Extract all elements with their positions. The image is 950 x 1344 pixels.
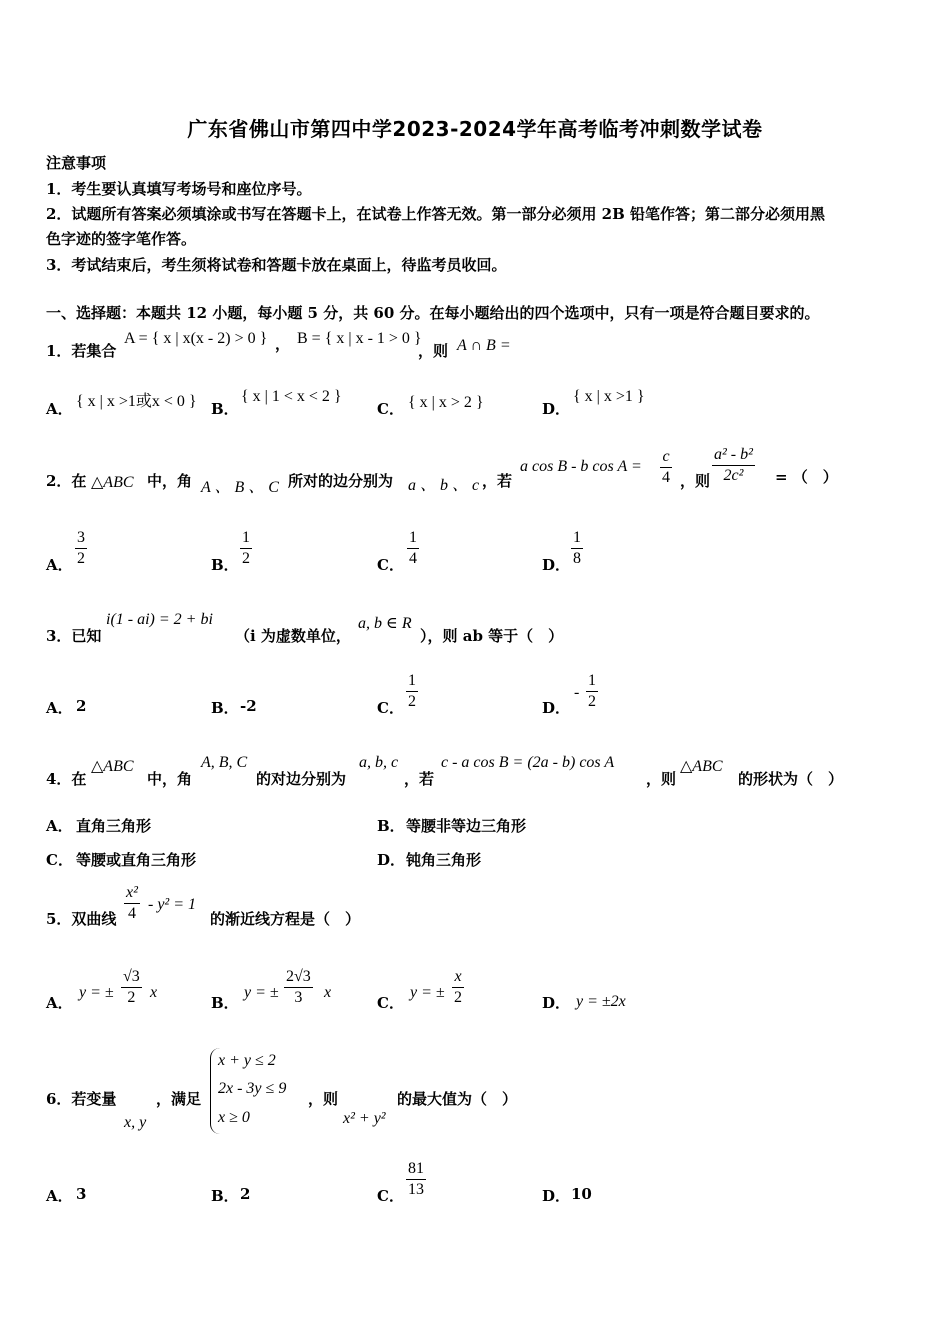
q1-expr: A ∩ B = <box>457 337 511 354</box>
q4-option-c-label[interactable]: C． <box>46 851 73 869</box>
q2-cond-num: c <box>660 448 671 468</box>
q6-text-1: ，满足 <box>156 1090 202 1108</box>
notes-item-2b: 色字迹的签字笔作答。 <box>46 230 197 248</box>
q1-option-c[interactable]: { x | x > 2 } <box>408 394 484 411</box>
q1-option-a[interactable]: { x | x >1或x < 0 } <box>76 393 197 410</box>
q5-a-den: 2 <box>127 989 136 1006</box>
q6-constraint-1: x + y ≤ 2 <box>218 1052 276 1069</box>
q1-option-b[interactable]: { x | 1 < x < 2 } <box>241 388 342 405</box>
q4-stem-num: 4．在 <box>46 770 87 788</box>
q6-constraint-2: 2x - 3y ≤ 9 <box>218 1080 287 1097</box>
q1-stem: 1．若集合 <box>46 342 117 360</box>
q5-option-c-label[interactable]: C． <box>377 994 404 1012</box>
q2-b-den: 2 <box>242 550 250 567</box>
q2-condition: a cos B - b cos A = <box>520 458 642 475</box>
q3-d-den: 2 <box>588 693 596 710</box>
q2-d-den: 8 <box>573 550 581 567</box>
q4-triangle-2: △ABC <box>680 758 723 775</box>
q6-expr: x² + y² <box>343 1110 386 1127</box>
q2-cond-den: 4 <box>662 469 670 486</box>
q6-vars: x, y <box>124 1114 147 1131</box>
q6-stem-num: 6．若变量 <box>46 1090 117 1108</box>
q1-set-a: A = { x | x(x - 2) > 0 } <box>124 330 268 347</box>
notes-heading: 注意事项 <box>46 154 107 172</box>
q6-option-c-label[interactable]: C． <box>377 1187 404 1205</box>
q2-option-d-label[interactable]: D． <box>542 556 571 574</box>
q2-sides: a 、 b 、 c <box>408 477 480 494</box>
q3-equation: i(1 - ai) = 2 + bi <box>106 611 213 628</box>
q5-stem-num: 5．双曲线 <box>46 910 117 928</box>
q4-option-b[interactable]: 等腰非等边三角形 <box>406 817 527 835</box>
q5-option-b-pre: y = ± <box>244 984 279 1001</box>
q5-b-num: 2√3 <box>284 968 313 988</box>
q4-option-d[interactable]: 钝角三角形 <box>406 851 482 869</box>
notes-item-2a: 2．试题所有答案必须填涂或书写在答题卡上，在试卷上作答无效。第一部分必须用 2B 铅笔作答；第二部分必须用黑 <box>46 205 826 223</box>
q4-triangle: △ABC <box>91 758 134 775</box>
q6-option-d-label[interactable]: D． <box>542 1187 571 1205</box>
q3-option-c-label[interactable]: C． <box>377 699 404 717</box>
q5-option-c[interactable] <box>452 968 464 1007</box>
q3-option-a-label[interactable]: A． <box>46 699 73 717</box>
q5-frac-num: x² <box>124 884 140 904</box>
q3-c-num: 1 <box>406 672 418 692</box>
q5-c-den: 2 <box>454 989 462 1006</box>
page-title: 广东省佛山市第四中学2023-2024学年高考临考冲刺数学试卷 <box>187 117 763 141</box>
q5-option-a[interactable] <box>121 968 142 1007</box>
q4-option-a[interactable]: 直角三角形 <box>76 817 152 835</box>
q3-option-d-sign: - <box>574 684 580 701</box>
q1-option-d[interactable]: { x | x >1 } <box>573 388 645 405</box>
q3-text-2: ），则 ab 等于（ ） <box>420 627 564 645</box>
q6-text-3: 的最大值为（ ） <box>397 1090 518 1108</box>
q2-option-b[interactable] <box>240 529 252 568</box>
q2-angles: A 、 B 、 C <box>201 479 279 496</box>
q3-option-a[interactable]: 2 <box>76 697 87 715</box>
q2-option-a[interactable] <box>75 529 87 568</box>
q3-option-c[interactable] <box>406 672 418 711</box>
q5-text-1: 的渐近线方程是（ ） <box>210 910 361 928</box>
q5-option-c-pre: y = ± <box>410 984 445 1001</box>
q3-condition: a, b ∈ R <box>358 615 412 632</box>
q2-text-5: = （ ） <box>775 468 838 486</box>
q3-option-d[interactable] <box>586 672 598 711</box>
q4-option-c[interactable]: 等腰或直角三角形 <box>76 851 197 869</box>
q6-text-2: ，则 <box>308 1090 339 1108</box>
q3-c-den: 2 <box>408 693 416 710</box>
q2-option-d[interactable] <box>571 529 583 568</box>
q2-option-c[interactable] <box>407 529 419 568</box>
q4-text-2: 的对边分别为 <box>256 770 347 788</box>
q6-option-c[interactable] <box>406 1160 426 1199</box>
section-heading: 一、选择题：本题共 12 小题，每小题 5 分，共 60 分。在每小题给出的四个选项中，只有一项是符合题目要求的。 <box>46 304 820 322</box>
q2-d-num: 1 <box>571 529 583 549</box>
q5-a-num: √3 <box>121 968 142 988</box>
q4-text-1: 中，角 <box>147 770 193 788</box>
q6-option-a[interactable]: 3 <box>76 1185 87 1203</box>
q5-frac-den: 4 <box>127 905 136 922</box>
q2-condition-fraction <box>660 448 672 487</box>
q6-option-b[interactable]: 2 <box>240 1185 251 1203</box>
q3-option-b-label[interactable]: B． <box>211 699 239 717</box>
q4-condition: c - a cos B = (2a - b) cos A <box>441 754 615 771</box>
q5-rest: - y² = 1 <box>148 896 197 913</box>
notes-item-3: 3．考试结束后，考生须将试卷和答题卡放在桌面上，待监考员收回。 <box>46 256 507 274</box>
q2-text-3: ，若 <box>482 472 513 490</box>
q2-text-4: ，则 <box>680 472 711 490</box>
q1-option-c-label[interactable]: C． <box>377 400 404 418</box>
q5-option-b-label[interactable]: B． <box>211 994 239 1012</box>
q2-a-den: 2 <box>77 550 85 567</box>
q6-option-b-label[interactable]: B． <box>211 1187 239 1205</box>
q2-c-num: 1 <box>407 529 419 549</box>
q2-b-num: 1 <box>240 529 252 549</box>
q5-option-b-post: x <box>324 984 332 1001</box>
q5-option-a-label[interactable]: A． <box>46 994 73 1012</box>
q3-text-1: （i 为虚数单位， <box>235 627 351 645</box>
q2-option-a-label[interactable]: A． <box>46 556 73 574</box>
q5-fraction <box>124 884 140 923</box>
q1-option-b-label[interactable]: B． <box>211 400 239 418</box>
q4-option-b-label[interactable]: B． <box>377 817 405 835</box>
q2-c-den: 4 <box>409 550 417 567</box>
q6-constraint-3: x ≥ 0 <box>218 1109 250 1126</box>
q6-option-a-label[interactable]: A． <box>46 1187 73 1205</box>
q2-ask-den: 2c² <box>723 467 744 484</box>
q1-set-b: B = { x | x - 1 > 0 } <box>297 330 422 347</box>
q5-option-d[interactable]: y = ±2x <box>576 993 626 1010</box>
q6-c-num: 81 <box>406 1160 426 1180</box>
q4-option-d-label[interactable]: D． <box>377 851 406 869</box>
q2-stem-num: 2．在 <box>46 472 87 490</box>
q5-c-num: x <box>452 968 463 988</box>
q6-c-den: 13 <box>408 1181 424 1198</box>
q3-d-num: 1 <box>586 672 598 692</box>
q1-option-d-label[interactable]: D． <box>542 400 571 418</box>
q4-text-5: 的形状为（ ） <box>738 770 844 788</box>
q4-option-a-label[interactable]: A． <box>46 817 73 835</box>
q5-b-den: 3 <box>294 989 303 1006</box>
q4-sides: a, b, c <box>359 754 399 771</box>
q2-option-c-label[interactable]: C． <box>377 556 404 574</box>
q2-text-2: 所对的边分别为 <box>288 472 394 490</box>
q1-stem-post: ，则 <box>418 342 449 360</box>
notes-item-1: 1．考生要认真填写考场号和座位序号。 <box>46 180 312 198</box>
q6-option-d[interactable]: 10 <box>571 1185 592 1203</box>
q4-angles: A, B, C <box>201 754 248 771</box>
q5-option-d-label[interactable]: D． <box>542 994 571 1012</box>
q5-option-a-pre: y = ± <box>79 984 114 1001</box>
q2-triangle: △ABC <box>91 474 134 491</box>
q5-option-b[interactable] <box>284 968 313 1007</box>
q3-option-b[interactable]: -2 <box>240 697 257 715</box>
q1-comma: ， <box>275 335 291 353</box>
q2-text-1: 中，角 <box>147 472 193 490</box>
q2-ask-fraction <box>712 446 755 485</box>
q2-option-b-label[interactable]: B． <box>211 556 239 574</box>
q2-ask-num: a² - b² <box>712 446 755 466</box>
q3-stem-num: 3．已知 <box>46 627 102 645</box>
q4-text-4: ，则 <box>646 770 677 788</box>
q3-option-d-label[interactable]: D． <box>542 699 571 717</box>
q1-option-a-label[interactable]: A． <box>46 400 73 418</box>
q4-text-3: ，若 <box>404 770 435 788</box>
q5-option-a-post: x <box>150 984 158 1001</box>
q2-a-num: 3 <box>75 529 87 549</box>
